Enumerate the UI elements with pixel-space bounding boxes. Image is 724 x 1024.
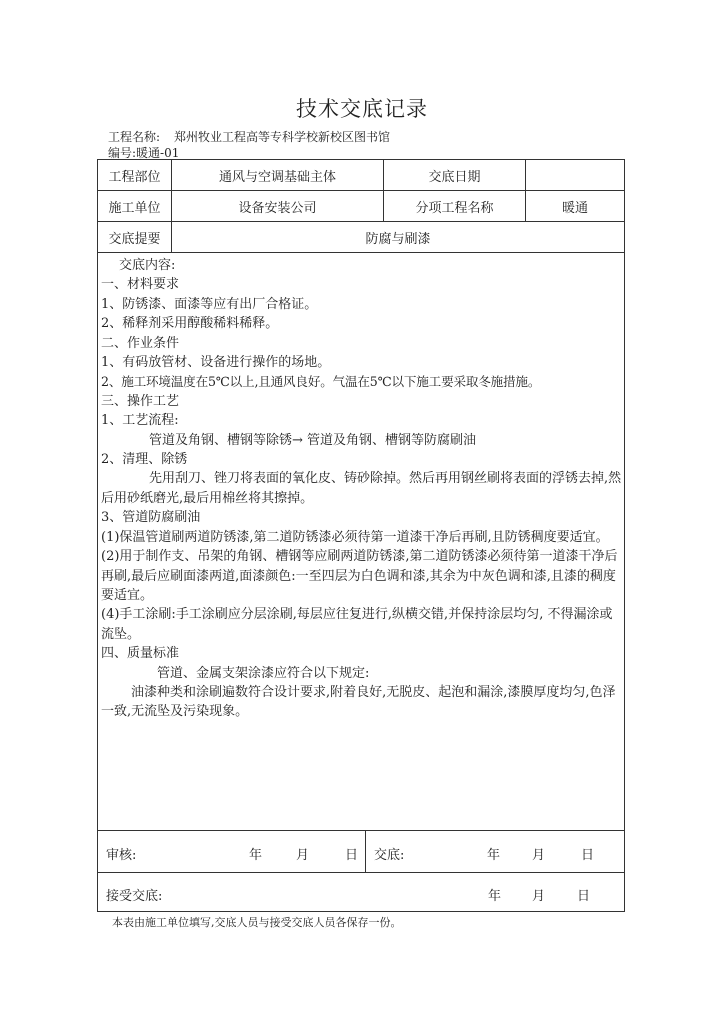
handover-summary-label: 交底提要 <box>98 222 172 253</box>
receive-label: 接受交底: <box>106 889 163 904</box>
handover-day: 日 <box>581 848 595 863</box>
handover-content-cell <box>98 253 625 831</box>
content-line: 1、有码放管材、设备进行操作的场地。 <box>101 355 331 371</box>
handover-date-value <box>526 160 625 191</box>
receive-year: 年 <box>488 889 502 904</box>
project-name-value: 郑州牧业工程高等专科学校新校区图书馆 <box>174 130 391 144</box>
handover-month: 月 <box>532 848 546 863</box>
sub-project-name-label: 分项工程名称 <box>384 191 526 222</box>
project-part-value: 通风与空调基础主体 <box>172 160 384 191</box>
handover-record-table <box>97 159 625 912</box>
review-row <box>98 831 625 873</box>
content-line: (2)用于制作支、吊架的角钢、槽钢等应刷两道防锈漆,第二道防锈漆必须待第一道漆干净后再刷,最后应刷面漆两道,面漆颜色:一至四层为白色调和漆,其余为中灰色调和漆,且漆的稠度要适宜。 <box>101 549 618 603</box>
review-day: 日 <box>345 848 359 863</box>
content-line: (1)保温管道刷两道防锈漆,第二道防锈漆必须待第一道漆干净后再刷,且防锈稠度要适宜。 <box>101 529 609 545</box>
review-month: 月 <box>296 848 310 863</box>
content-line: 一、材料要求 <box>101 277 180 293</box>
construction-unit-value: 设备安装公司 <box>172 191 384 222</box>
project-name-line <box>108 128 390 145</box>
content-line: 二、作业条件 <box>101 335 180 351</box>
review-section <box>98 831 366 872</box>
content-line: 管道及角钢、槽钢等除锈→ 管道及角钢、槽钢等防腐刷油 <box>149 432 477 448</box>
handover-date-label: 交底日期 <box>384 160 526 191</box>
content-line: 先用刮刀、锉刀将表面的氧化皮、铸砂除掉。然后再用钢丝刷将表面的浮锈去掉,然后用砂纸磨光,最后用棉丝将其擦掉。 <box>101 471 622 506</box>
handover-label: 交底: <box>374 848 405 863</box>
content-line: 油漆种类和涂刷遍数符合设计要求,附着良好,无脱皮、起泡和漏涂,漆膜厚度均匀,色泽一致,无流坠及污染现象。 <box>101 684 616 720</box>
receive-month: 月 <box>532 889 546 904</box>
project-name-label: 工程名称: <box>108 130 161 144</box>
content-line: (4)手工涂刷:手工涂刷应分层涂刷,每层应往复进行,纵横交错,并保持涂层均匀, 不得漏涂或流坠。 <box>101 607 613 642</box>
receive-day: 日 <box>577 889 591 904</box>
content-line: 三、操作工艺 <box>101 393 180 409</box>
content-line: 3、管道防腐刷油 <box>101 510 201 526</box>
construction-unit-label: 施工单位 <box>98 191 172 222</box>
footnote: 本表由施工单位填写,交底人员与接受交底人员各保存一份。 <box>112 916 402 929</box>
handover-section <box>366 831 624 872</box>
handover-content <box>98 253 624 722</box>
content-line: 四、质量标准 <box>101 646 180 662</box>
content-line: 2、施工环境温度在5℃以上,且通风良好。气温在5℃以下施工要采取冬施措施。 <box>101 374 541 390</box>
content-line: 管道、金属支架涂漆应符合以下规定: <box>157 665 370 681</box>
content-line: 1、防锈漆、面漆等应有出厂合格证。 <box>101 296 318 312</box>
content-line: 2、稀释剂采用醇酸稀料稀释。 <box>101 316 279 332</box>
document-title: 技术交底记录 <box>296 97 428 121</box>
handover-year: 年 <box>487 848 501 863</box>
handover-summary-value: 防腐与刷漆 <box>172 222 625 253</box>
review-label: 审核: <box>106 848 137 863</box>
content-heading: 交底内容: <box>119 258 176 273</box>
receive-row <box>98 873 625 912</box>
document-number: 编号:暖通-01 <box>108 146 180 160</box>
project-part-label: 工程部位 <box>98 160 172 191</box>
content-line: 1、工艺流程: <box>101 413 179 429</box>
content-line: 2、清理、除锈 <box>101 452 188 468</box>
review-year: 年 <box>249 848 263 863</box>
sub-project-name-value: 暖通 <box>526 191 625 222</box>
